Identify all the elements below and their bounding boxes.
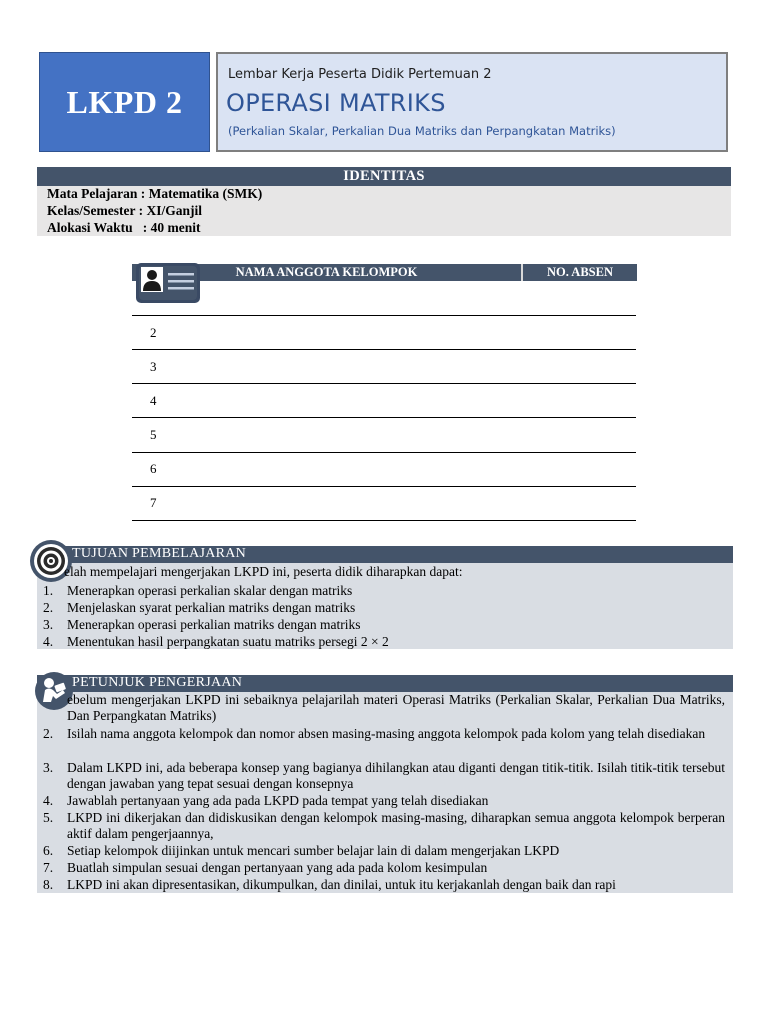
member-row-number: 5 xyxy=(150,427,157,442)
petunjuk-heading-label: PETUNJUK PENGERJAAN xyxy=(72,675,243,690)
member-row-number: 6 xyxy=(150,461,157,476)
petunjuk-item-text: LKPD ini dikerjakan dan didiskusikan dengan kelompok masing-masing, diharapkan semua anggota kelompok berperan aktif dalam pengerjaannya, xyxy=(67,810,725,841)
tujuan-item-number: 1. xyxy=(43,583,54,598)
table-row-divider xyxy=(132,349,636,350)
lkpd-badge xyxy=(39,52,210,152)
petunjuk-item-number: 3. xyxy=(43,760,54,775)
tujuan-item-number: 4. xyxy=(43,634,54,649)
tujuan-item-number: 3. xyxy=(43,617,54,632)
petunjuk-item-number: 5. xyxy=(43,810,54,825)
member-row-number: 4 xyxy=(150,393,157,408)
tujuan-heading xyxy=(37,546,733,563)
tujuan-item-text: Menerapkan operasi perkalian skalar dengan matriks xyxy=(67,583,353,598)
tujuan-heading-label: TUJUAN PEMBELAJARAN xyxy=(72,546,247,561)
member-row-number: 2 xyxy=(150,325,157,340)
petunjuk-heading xyxy=(37,675,733,692)
petunjuk-item-text: Dalam LKPD ini, ada beberapa konsep yang bagianya dihilangkan atau diganti dengan titik-titik. Isilah titik-titik tersebut dengan jawaban yang tepat sesuai dengan konsepnya xyxy=(67,760,725,791)
member-row-number: 7 xyxy=(150,495,157,510)
petunjuk-item-text: ebelum mengerjakan LKPD ini sebaiknya pelajarilah materi Operasi Matriks (Perkalian Skalar, Perkalian Dua Matriks, Dan Perpangkatan Matriks) xyxy=(67,692,725,723)
worksheet-subtitle: Lembar Kerja Peserta Didik Pertemuan 2 xyxy=(228,67,492,82)
petunjuk-item-number: 8. xyxy=(43,877,54,892)
petunjuk-item-text: Buatlah simpulan sesuai dengan pertanyaan yang ada pada kolom kesimpulan xyxy=(67,860,488,875)
table-row-divider xyxy=(132,486,636,487)
table-row-divider xyxy=(132,520,636,521)
petunjuk-item-number: 6. xyxy=(43,843,54,858)
col-name-header: NAMA ANGGOTA KELOMPOK xyxy=(235,265,418,279)
petunjuk-item-number: 2. xyxy=(43,726,54,741)
petunjuk-item-text: Isilah nama anggota kelompok dan nomor absen masing-masing anggota kelompok pada kolom yang telah disediakan xyxy=(67,726,706,741)
tujuan-item-text: Menjelaskan syarat perkalian matriks dengan matriks xyxy=(67,600,356,615)
table-row-divider xyxy=(132,452,636,453)
petunjuk-item-number: 7. xyxy=(43,860,54,875)
table-row-divider xyxy=(132,315,636,316)
lkpd-badge-label: LKPD 2 xyxy=(66,83,183,120)
tujuan-item-text: Menentukan hasil perpangkatan suatu matriks persegi 2 × 2 xyxy=(67,634,389,649)
petunjuk-item-text: Jawablah pertanyaan yang ada pada LKPD pada tempat yang telah disediakan xyxy=(67,793,489,808)
member-row-number: 3 xyxy=(150,359,157,374)
table-row-divider xyxy=(132,417,636,418)
identitas-heading: IDENTITAS xyxy=(37,167,731,186)
petunjuk-item-number: 4. xyxy=(43,793,54,808)
identitas-subject: Mata Pelajaran : Matematika (SMK) xyxy=(47,186,263,201)
table-row-divider xyxy=(132,383,636,384)
petunjuk-item-text: LKPD ini akan dipresentasikan, dikumpulkan, dan dinilai, untuk itu kerjakanlah dengan baik dan rapi xyxy=(67,877,616,892)
tujuan-item-number: 2. xyxy=(43,600,54,615)
page-title: OPERASI MATRIKS xyxy=(226,89,446,117)
identitas-class: Kelas/Semester : XI/Ganjil xyxy=(47,203,202,218)
tujuan-intro: elah mempelajari mengerjakan LKPD ini, peserta didik diharapkan dapat: xyxy=(64,564,463,579)
col-absen-header: NO. ABSEN xyxy=(547,265,613,279)
identitas-time: Alokasi Waktu : 40 menit xyxy=(47,220,201,235)
id-card-icon xyxy=(136,263,200,303)
tujuan-item-text: Menerapkan operasi perkalian matriks dengan matriks xyxy=(67,617,361,632)
title-panel xyxy=(216,52,728,152)
title-scope: (Perkalian Skalar, Perkalian Dua Matriks dan Perpangkatan Matriks) xyxy=(228,124,616,138)
members-table-header xyxy=(132,264,637,281)
petunjuk-item-text: Setiap kelompok diijinkan untuk mencari sumber belajar lain di dalam mengerjakan LKPD xyxy=(67,843,560,858)
